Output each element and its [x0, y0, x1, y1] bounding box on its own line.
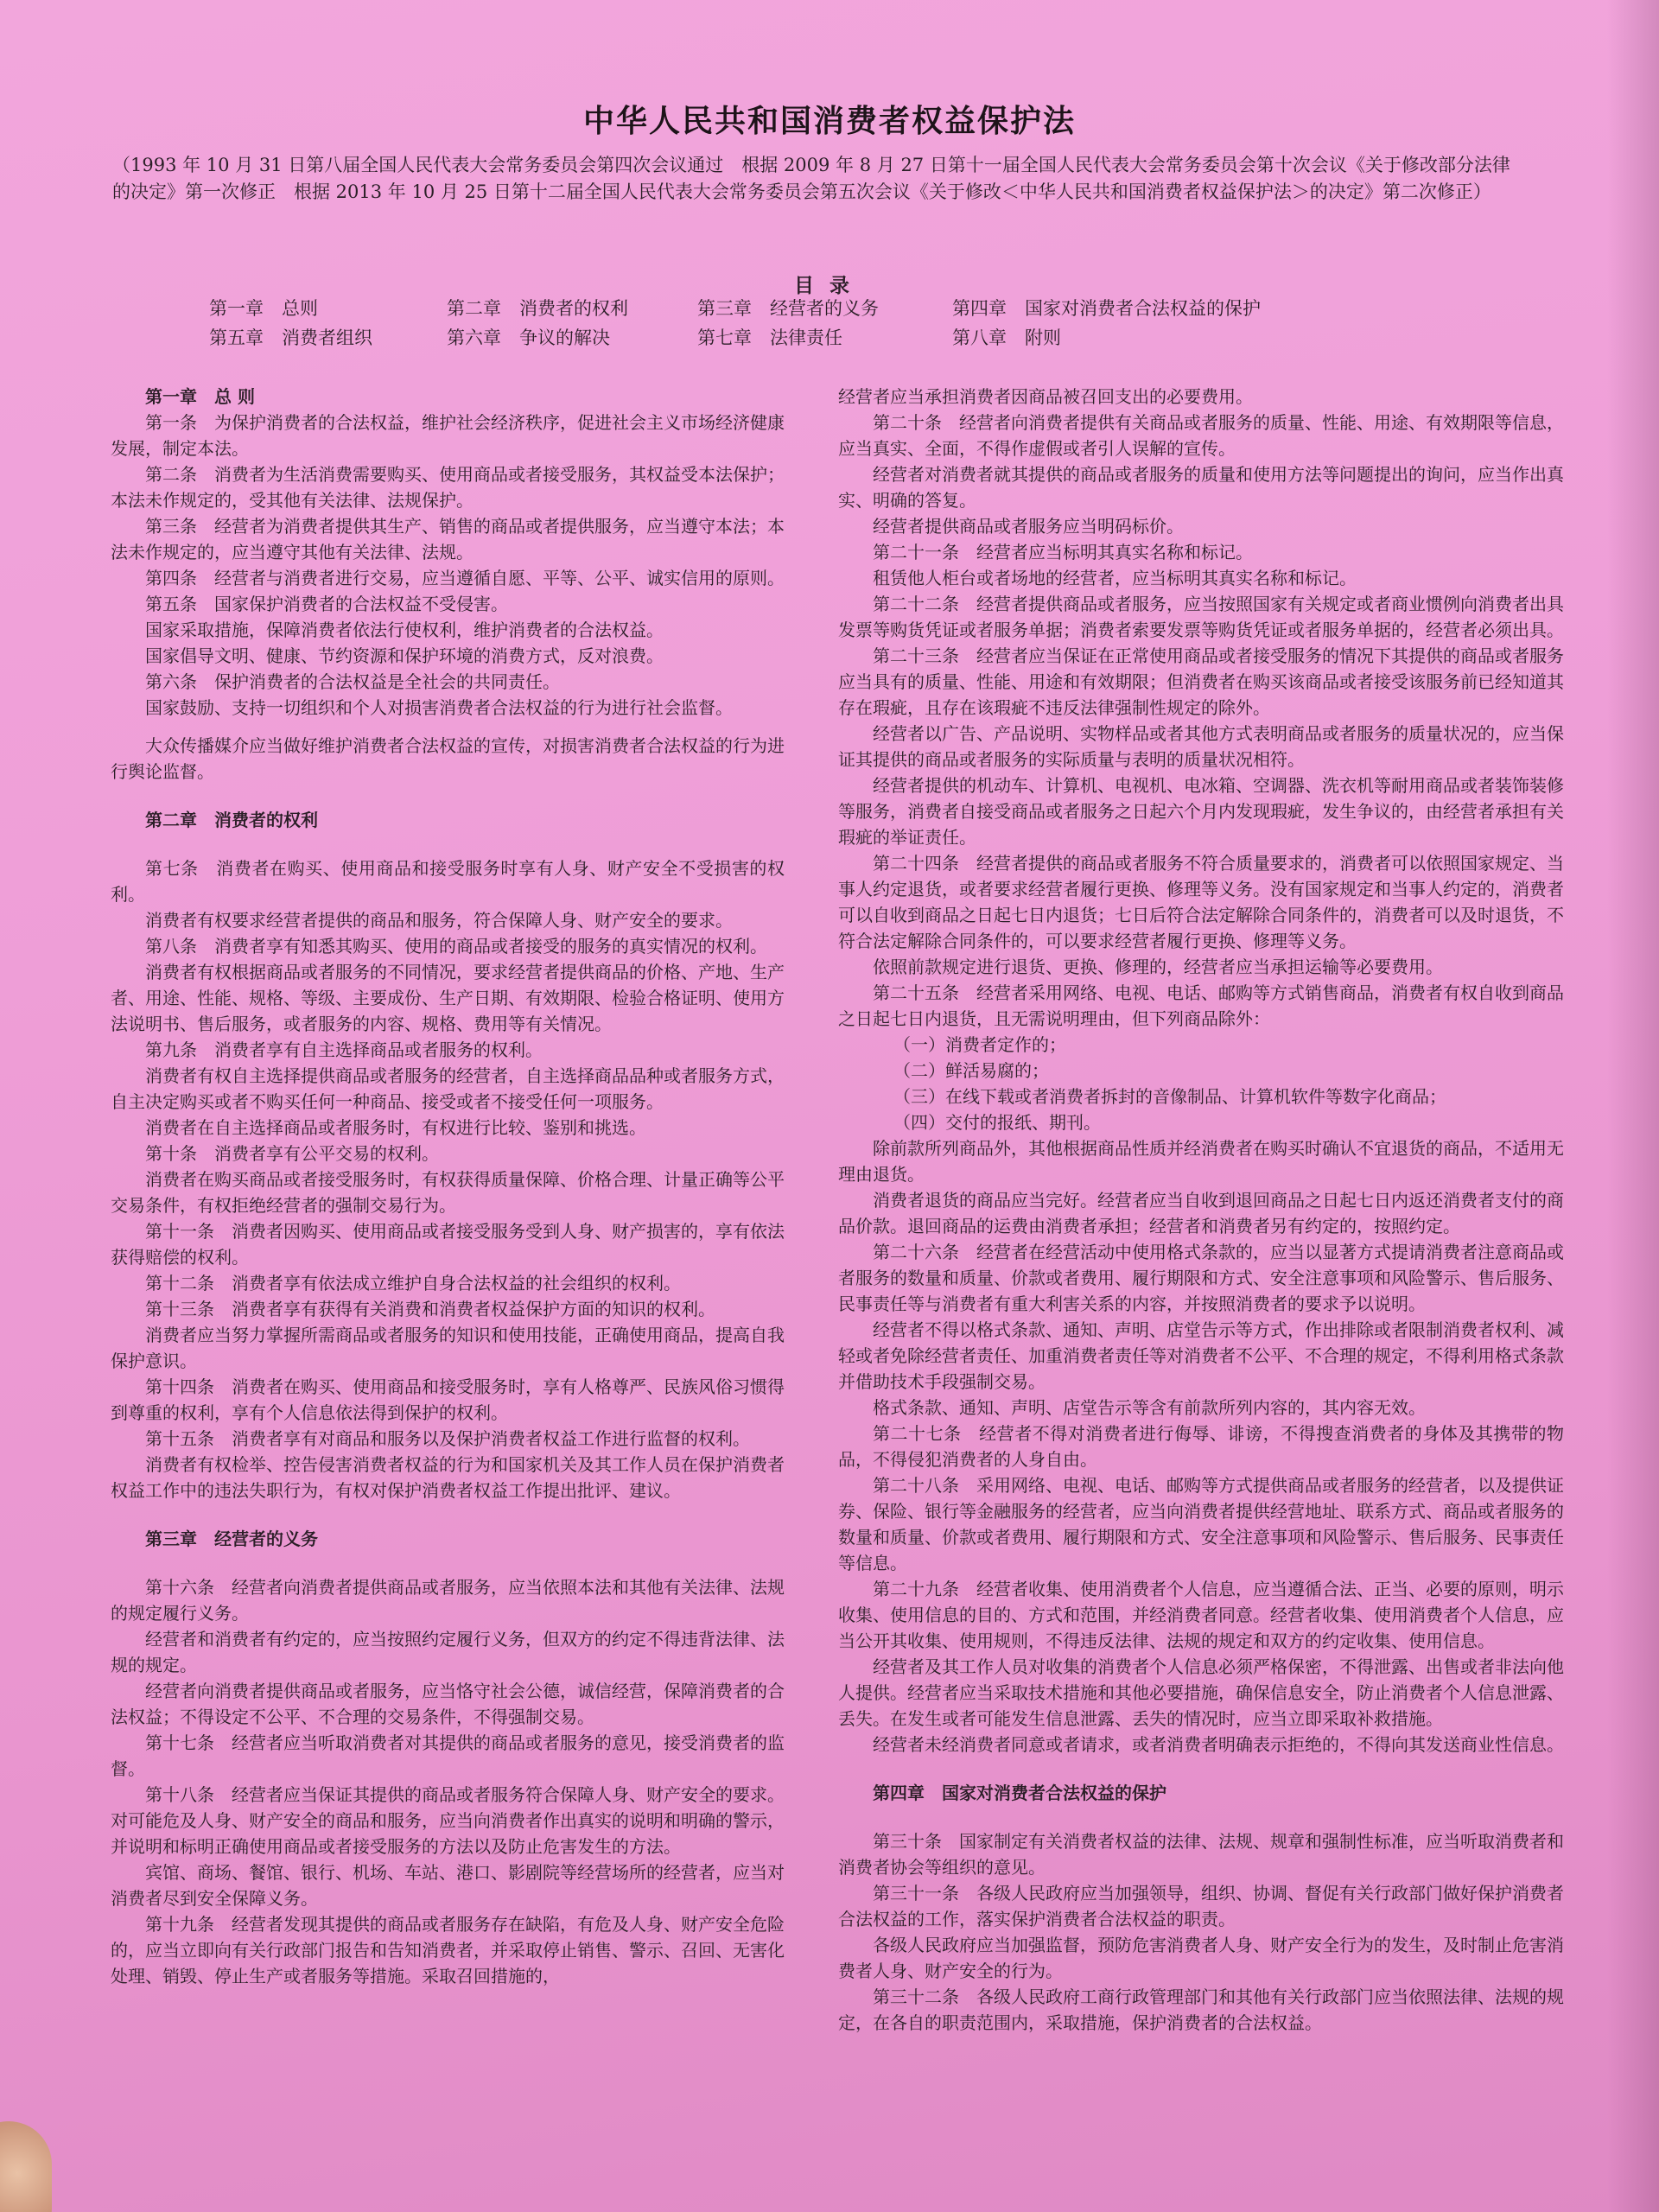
paragraph: 租赁他人柜台或者场地的经营者，应当标明其真实名称和标记。	[873, 568, 1357, 588]
article: 第二十二条 经营者提供商品或者服务，应当按照国家有关规定或者商业惯例向消费者出具发票等购货凭证或者服务单据；消费者索要发票等购货凭证或者服务单据的，经营者必须出具。	[838, 594, 1564, 640]
paragraph: 消费者在购买商品或者接受服务时，有权获得质量保障、价格合理、计量正确等公平交易条件，有权拒绝经营者的强制交易行为。	[111, 1169, 785, 1216]
article: 第十条 消费者享有公平交易的权利。	[145, 1143, 439, 1164]
paragraph: 宾馆、商场、餐馆、银行、机场、车站、港口、影剧院等经营场所的经营者，应当对消费者尽到安全保障义务。	[111, 1862, 785, 1909]
paragraph: 经营者未经消费者同意或者请求，或者消费者明确表示拒绝的，不得向其发送商业性信息。	[873, 1734, 1564, 1755]
article: 第三十条 国家制定有关消费者权益的法律、法规、规章和强制性标准，应当听取消费者和消费者协会等组织的意见。	[838, 1831, 1564, 1878]
left-column	[111, 384, 785, 1989]
article: 第十一条 消费者因购买、使用商品或者接受服务受到人身、财产损害的，享有依法获得赔偿的权利。	[111, 1221, 785, 1268]
article: 第十五条 消费者享有对商品和服务以及保护消费者权益工作进行监督的权利。	[145, 1428, 750, 1449]
paragraph: 消费者有权要求经营者提供的商品和服务，符合保障人身、财产安全的要求。	[145, 910, 733, 931]
article: 第二十四条 经营者提供的商品或者服务不符合质量要求的，消费者可以依照国家规定、当事人约定退货，或者要求经营者履行更换、修理等义务。没有国家规定和当事人约定的，消费者可以自收到商品之日起七日内退货；七日后符合法定解除合同条件的，消费者可以及时退货，不符合法定解除合同条件的，可以要求经营者履行更换、修理等义务。	[838, 853, 1564, 951]
paragraph: 经营者向消费者提供商品或者服务，应当恪守社会公德，诚信经营，保障消费者的合法权益；不得设定不公平、不合理的交易条件，不得强制交易。	[111, 1681, 785, 1727]
toc-item: 第三章 经营者的义务	[697, 298, 879, 319]
chapter-title: 第四章 国家对消费者合法权益的保护	[873, 1783, 1166, 1803]
paragraph: 经营者应当承担消费者因商品被召回支出的必要费用。	[838, 386, 1253, 407]
paragraph: 消费者退货的商品应当完好。经营者应当自收到退回商品之日起七日内返还消费者支付的商品价款。退回商品的运费由消费者承担；经营者和消费者另有约定的，按照约定。	[838, 1190, 1564, 1236]
article: 第十四条 消费者在购买、使用商品和接受服务时，享有人格尊严、民族风俗习惯得到尊重的权利，享有个人信息依法得到保护的权利。	[111, 1376, 785, 1423]
toc-item: 第六章 争议的解决	[447, 327, 610, 348]
chapter-title: 第二章 消费者的权利	[145, 810, 318, 830]
toc-item: 第一章 总则	[209, 298, 318, 319]
right-column	[838, 384, 1564, 2036]
article: 第三条 经营者为消费者提供其生产、销售的商品或者提供服务，应当遵守本法；本法未作规定的，应当遵守其他有关法律、法规。	[111, 516, 785, 563]
article: 第二十七条 经营者不得对消费者进行侮辱、诽谤，不得搜查消费者的身体及其携带的物品，不得侵犯消费者的人身自由。	[838, 1423, 1564, 1470]
article: 第三十二条 各级人民政府工商行政管理部门和其他有关行政部门应当依照法律、法规的规定，在各自的职责范围内，采取措施，保护消费者的合法权益。	[838, 1986, 1564, 2033]
article: 第十七条 经营者应当听取消费者对其提供的商品或者服务的意见，接受消费者的监督。	[111, 1732, 785, 1779]
article: 第十二条 消费者享有依法成立维护自身合法权益的社会组织的权利。	[145, 1273, 681, 1294]
list-item: （一）消费者定作的；	[893, 1034, 1066, 1055]
article: 第四条 经营者与消费者进行交易，应当遵循自愿、平等、公平、诚实信用的原则。	[145, 568, 785, 588]
toc-item: 第二章 消费者的权利	[447, 298, 628, 319]
amendment-note: （1993 年 10 月 31 日第八届全国人民代表大会常务委员会第四次会议通过 根据 2009 年 8 月 27 日第十一届全国人民代表大会常务委员会第十次会议《关于修改部分法律的决定》第一次修正 根据 2013 年 10 月 25 日第十二届全国人民代表大会常务委员会第五次会议《关于修改＜中华人民共和国消费者权益保护法＞的决定》第二次修正）	[112, 155, 1510, 202]
paragraph: 依照前款规定进行退货、更换、修理的，经营者应当承担运输等必要费用。	[873, 957, 1443, 977]
article: 第二十八条 采用网络、电视、电话、邮购等方式提供商品或者服务的经营者，以及提供证券、保险、银行等金融服务的经营者，应当向消费者提供经营地址、联系方式、商品或者服务的数量和质量、价款或者费用、履行期限和方式、安全注意事项和风险警示、售后服务、民事责任等信息。	[838, 1475, 1564, 1573]
article: 第十八条 经营者应当保证其提供的商品或者服务符合保障人身、财产安全的要求。对可能危及人身、财产安全的商品和服务，应当向消费者作出真实的说明和明确的警示，并说明和标明正确使用商品或者接受服务的方法以及防止危害发生的方法。	[111, 1784, 785, 1857]
paragraph: 经营者以广告、产品说明、实物样品或者其他方式表明商品或者服务的质量状况的，应当保证其提供的商品或者服务的实际质量与表明的质量状况相符。	[838, 723, 1564, 770]
article: 第二十三条 经营者应当保证在正常使用商品或者接受服务的情况下其提供的商品或者服务应当具有的质量、性能、用途和有效期限；但消费者在购买该商品或者接受该服务前已经知道其存在瑕疵，且存在该瑕疵不违反法律强制性规定的除外。	[838, 645, 1564, 718]
article: 第十三条 消费者享有获得有关消费和消费者权益保护方面的知识的权利。	[145, 1299, 715, 1319]
paragraph: 经营者及其工作人员对收集的消费者个人信息必须严格保密，不得泄露、出售或者非法向他人提供。经营者应当采取技术措施和其他必要措施，确保信息安全，防止消费者个人信息泄露、丢失。在发生或者可能发生信息泄露、丢失的情况时，应当立即采取补救措施。	[838, 1656, 1564, 1729]
paragraph: 消费者有权自主选择提供商品或者服务的经营者，自主选择商品品种或者服务方式，自主决定购买或者不购买任何一种商品、接受或者不接受任何一项服务。	[111, 1065, 785, 1112]
toc-item: 第七章 法律责任	[697, 327, 842, 348]
article: 第七条 消费者在购买、使用商品和接受服务时享有人身、财产安全不受损害的权利。	[111, 858, 785, 905]
paragraph: 消费者有权检举、控告侵害消费者权益的行为和国家机关及其工作人员在保护消费者权益工作中的违法失职行为，有权对保护消费者权益工作提出批评、建议。	[111, 1454, 785, 1501]
article: 第五条 国家保护消费者的合法权益不受侵害。	[145, 594, 508, 614]
list-item: （四）交付的报纸、期刊。	[893, 1112, 1101, 1133]
paragraph: 格式条款、通知、声明、店堂告示等含有前款所列内容的，其内容无效。	[873, 1397, 1426, 1418]
paragraph: 除前款所列商品外，其他根据商品性质并经消费者在购买时确认不宜退货的商品，不适用无理由退货。	[838, 1138, 1564, 1185]
paragraph: 消费者应当努力掌握所需商品或者服务的知识和使用技能，正确使用商品，提高自我保护意识。	[111, 1325, 785, 1371]
article: 第三十一条 各级人民政府应当加强领导，组织、协调、督促有关行政部门做好保护消费者合法权益的工作，落实保护消费者合法权益的职责。	[838, 1883, 1564, 1929]
table-of-contents	[209, 296, 1419, 351]
paragraph: 经营者不得以格式条款、通知、声明、店堂告示等方式，作出排除或者限制消费者权利、减轻或者免除经营者责任、加重消费者责任等对消费者不公平、不合理的规定，不得利用格式条款并借助技术手段强制交易。	[838, 1319, 1564, 1392]
article: 第二条 消费者为生活消费需要购买、使用商品或者接受服务，其权益受本法保护；本法未作规定的，受其他有关法律、法规保护。	[111, 464, 785, 511]
paragraph: 国家采取措施，保障消费者依法行使权利，维护消费者的合法权益。	[145, 620, 664, 640]
article: 第二十五条 经营者采用网络、电视、电话、邮购等方式销售商品，消费者有权自收到商品之日起七日内退货，且无需说明理由，但下列商品除外：	[838, 982, 1564, 1029]
document-title: 中华人民共和国消费者权益保护法	[582, 103, 1076, 139]
toc-item: 第五章 消费者组织	[209, 327, 372, 348]
paragraph: 消费者在自主选择商品或者服务时，有权进行比较、鉴别和挑选。	[145, 1117, 646, 1138]
list-item: （二）鲜活易腐的；	[893, 1060, 1049, 1081]
article: 第十六条 经营者向消费者提供商品或者服务，应当依照本法和其他有关法律、法规的规定履行义务。	[111, 1577, 785, 1624]
paragraph: 大众传播媒介应当做好维护消费者合法权益的宣传，对损害消费者合法权益的行为进行舆论监督。	[111, 735, 785, 782]
page-edge-shadow	[1607, 0, 1659, 2212]
article: 第二十条 经营者向消费者提供有关商品或者服务的质量、性能、用途、有效期限等信息，应当真实、全面，不得作虚假或者引人误解的宣传。	[838, 412, 1564, 459]
article: 第八条 消费者享有知悉其购买、使用的商品或者接受的服务的真实情况的权利。	[145, 936, 767, 957]
paragraph: 经营者对消费者就其提供的商品或者服务的质量和使用方法等问题提出的询问，应当作出真实、明确的答复。	[838, 464, 1564, 511]
finger-edge	[0, 2121, 52, 2212]
paragraph: 经营者提供的机动车、计算机、电视机、电冰箱、空调器、洗衣机等耐用商品或者装饰装修等服务，消费者自接受商品或者服务之日起六个月内发现瑕疵，发生争议的，由经营者承担有关瑕疵的举证责任。	[838, 775, 1564, 848]
article: 第九条 消费者享有自主选择商品或者服务的权利。	[145, 1039, 543, 1060]
article: 第二十九条 经营者收集、使用消费者个人信息，应当遵循合法、正当、必要的原则，明示收集、使用信息的目的、方式和范围，并经消费者同意。经营者收集、使用消费者个人信息，应当公开其收集、使用规则，不得违反法律、法规的规定和双方的约定收集、使用信息。	[838, 1579, 1564, 1651]
article: 第六条 保护消费者的合法权益是全社会的共同责任。	[145, 671, 560, 692]
article: 第十九条 经营者发现其提供的商品或者服务存在缺陷，有危及人身、财产安全危险的，应当立即向有关行政部门报告和告知消费者，并采取停止销售、警示、召回、无害化处理、销毁、停止生产或者服务等措施。采取召回措施的，	[111, 1914, 785, 1986]
article: 第一条 为保护消费者的合法权益，维护社会经济秩序，促进社会主义市场经济健康发展，制定本法。	[111, 412, 785, 459]
paragraph: 消费者有权根据商品或者服务的不同情况，要求经营者提供商品的价格、产地、生产者、用途、性能、规格、等级、主要成份、生产日期、有效期限、检验合格证明、使用方法说明书、售后服务，或者服务的内容、规格、费用等有关情况。	[111, 962, 785, 1034]
toc-item: 第八章 附则	[952, 327, 1061, 348]
paragraph: 各级人民政府应当加强监督，预防危害消费者人身、财产安全行为的发生，及时制止危害消费者人身、财产安全的行为。	[838, 1935, 1564, 1981]
list-item: （三）在线下载或者消费者拆封的音像制品、计算机软件等数字化商品；	[893, 1086, 1446, 1107]
toc-heading: 目录	[794, 274, 865, 297]
paragraph: 国家鼓励、支持一切组织和个人对损害消费者合法权益的行为进行社会监督。	[145, 697, 733, 718]
article: 第二十一条 经营者应当标明其真实名称和标记。	[873, 542, 1253, 563]
paragraph: 经营者提供商品或者服务应当明码标价。	[873, 516, 1184, 537]
chapter-title: 第三章 经营者的义务	[145, 1529, 318, 1549]
article: 第二十六条 经营者在经营活动中使用格式条款的，应当以显著方式提请消费者注意商品或者服务的数量和质量、价款或者费用、履行期限和方式、安全注意事项和风险警示、售后服务、民事责任等与消费者有重大利害关系的内容，并按照消费者的要求予以说明。	[838, 1242, 1564, 1314]
paragraph: 国家倡导文明、健康、节约资源和保护环境的消费方式，反对浪费。	[145, 645, 664, 666]
toc-item: 第四章 国家对消费者合法权益的保护	[952, 298, 1261, 319]
chapter-title: 第一章 总 则	[145, 386, 255, 407]
paragraph: 经营者和消费者有约定的，应当按照约定履行义务，但双方的约定不得违背法律、法规的规定。	[111, 1629, 785, 1675]
